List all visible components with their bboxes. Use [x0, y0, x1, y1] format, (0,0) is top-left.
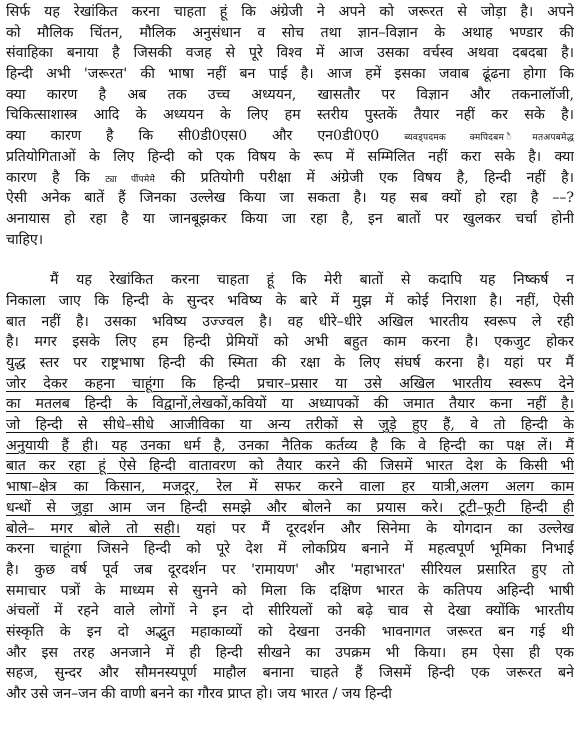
line-text: क्या कारण है अब तक उच्च अध्ययन, खासतौर पर विज्ञान और तकनालॉजी,	[6, 86, 574, 103]
line-text: संवाहिका बनाया है जिसकी वजह से पूरे विश्व में आज उसका वर्चस्व अथवा दबदबा है।	[6, 45, 574, 62]
text-line	[6, 126, 574, 147]
line-text: संस्कृति के इन दो अद्भुत महाकाव्यों को देखना उनकी भावनागत जरूरत बन गई थी	[6, 623, 574, 640]
line-text: अनायास हो रहा है या जानबूझकर किया जा रहा है, इन बातों पर खुलकर चर्चा होनी	[6, 210, 574, 227]
line-text: बात कर रहा हूं ऐसे हिन्दी वातावरण को तैयार करने की जिसमें भारत देश के किसी भी	[6, 458, 574, 475]
line-text: और इस तरह अनजाने में ही हिन्दी सीखने का उपक्रम भी किया। हम ऐसा ही एक	[6, 644, 574, 661]
line-text: भाषा–क्षेत्र का किसान, मजदूर, रेल में सफर करने वाला हर यात्री,अलग अलग काम	[6, 479, 574, 496]
line-text: का मतलब हिन्दी के विद्वानों,लेखकों,कवियों या अध्यापकों की जमात तैयार कना नहीं है।	[6, 396, 574, 413]
text-line	[6, 230, 574, 251]
text-fragment: क्या कारण है कि सी0डी0एस0 और एन0डी0ए0	[6, 128, 405, 145]
text-line	[6, 436, 574, 457]
text-line	[6, 353, 574, 374]
text-line	[6, 519, 574, 540]
line-text: जोर देकर कहना चाहूंगा कि हिन्दी प्रचार–प्रसार या उसे अखिल भारतीय स्वरूप देने	[6, 375, 574, 392]
line-text: निकाला जाए कि हिन्दी के सुन्दर भविष्य के बारे में मुझ में कोई निराशा है। नहीं, ऐसी	[6, 292, 574, 309]
line-text: करना चाहूंगा जिसने हिन्दी को पूरे देश में लोकप्रिय बनाने में महत्वपूर्ण भूमिका निभाई	[6, 541, 574, 558]
paragraph-1	[6, 2, 574, 250]
line-text: और उसे जन–जन की वाणी बनने का गौरव प्राप्त हो। जय भारत / जय हिन्दी	[6, 686, 392, 702]
line-text: को मौलिक चिंतन, मौलिक अनुसंधान व सोच तथा ज्ञान–विज्ञान के अथाह भण्डार की	[6, 24, 574, 41]
line-text: ऐसी अनेक बातें हैं जिनका उल्लेख किया जा सकता है। यह सब क्यों हो रहा है ––?	[6, 190, 574, 207]
line-text: अंचलों में रहने वाले लोगों ने इन दो सीरियलों को बढ़े चाव से देखा क्योंकि भारतीय	[6, 603, 574, 620]
text-line	[6, 147, 574, 168]
text-line	[6, 663, 574, 684]
text-line	[6, 188, 574, 209]
text-line	[6, 270, 574, 291]
text-line	[6, 64, 574, 85]
line-text: चिकित्साशास्त्र आदि के अध्ययन के लिए हम स्तरीय पुस्तकें तैयार नहीं कर सके है।	[6, 107, 574, 124]
text-fragment: की प्रतियोगी परीक्षा में अंग्रेजी एक विषय है, हिन्दी नहीं है।	[155, 169, 574, 186]
text-line	[6, 105, 574, 126]
text-line	[6, 581, 574, 602]
text-fragment: यहां पर मैं दूरदर्शन और सिनेमा के योगदान का उल्लेख	[180, 520, 574, 537]
text-line	[6, 312, 574, 333]
text-line	[6, 168, 574, 189]
text-line	[6, 209, 574, 230]
line-text: समाचार पत्रों के माध्यम से सुनने को मिला कि दक्षिण भारत के कतिपय अहिन्दी भाषी	[6, 582, 574, 599]
text-line	[6, 85, 574, 106]
text-line	[6, 332, 574, 353]
line-text: बात नहीं है। उसका भविष्य उज्ज्वल है। वह धीरे–धीरे अखिल भारतीय स्वरूप ले रही	[6, 313, 574, 330]
text-line	[6, 643, 574, 664]
line-text: प्रतियोगिताओं के लिए हिन्दी को एक विषय के रूप में सम्मिलित नहीं करा सके है। क्या	[6, 148, 574, 165]
text-line	[6, 498, 574, 519]
line-text: हिन्दी अभी 'जरूरत' की भाषा नहीं बन पाई है। आज हमें इसका जवाब ढूंढना होगा कि	[6, 66, 574, 83]
text-line	[6, 23, 574, 44]
line-text: धन्धों से जुड़ा आम जन हिन्दी समझे और बोलने का प्रयास करे। टूटी–फूटी हिन्दी ही	[6, 499, 574, 516]
text-line	[6, 415, 574, 436]
line-text: है। मगर इसके लिए हम हिन्दी प्रेमियों को अभी बहुत काम करना है। एकजुट होकर	[6, 334, 574, 351]
paragraph-gap	[6, 250, 574, 270]
text-fragment: ट्या र्पीपमेमेे	[105, 174, 156, 185]
line-text: सहज, सुन्दर और सौमनस्यपूर्ण माहौल बनाना चाहते हैं जिसमें हिन्दी एक जरूरत बने	[6, 665, 574, 682]
text-line	[6, 394, 574, 415]
text-line	[6, 684, 574, 705]
line-text: सिर्फ यह रेखांकित करना चाहता हूं कि अंग्रेजी ने अपने को जरूरत से जोड़ा है। अपने	[6, 4, 574, 20]
line-text: मैं यह रेखांकित करना चाहता हूं कि मेरी बातों से कदापि यह निष्कर्ष न	[50, 272, 574, 289]
line-text: युद्ध स्तर पर राष्ट्रभाषा हिन्दी की स्मिता की रक्षा के लिए संघर्ष करना है। यहां पर मैं	[6, 355, 574, 371]
text-line	[6, 2, 574, 23]
text-line	[6, 560, 574, 581]
text-line	[6, 374, 574, 395]
text-fragment: कारण है कि	[6, 169, 106, 186]
text-line	[6, 456, 574, 477]
text-line	[6, 601, 574, 622]
paragraph-2	[6, 270, 574, 704]
line-text: जो हिन्दी से सीधे–सीधे आजीविका या अन्य तरीकों से जुड़े हुए हैं, वे तो हिन्दी के	[6, 417, 574, 434]
text-line	[6, 43, 574, 64]
text-line	[6, 622, 574, 643]
line-text: चाहिए।	[6, 231, 44, 248]
line-text: है। कुछ वर्ष पूर्व जब दूरदर्शन पर 'रामायण' और 'महाभारत' सीरियल प्रसारित हुए तो	[6, 561, 574, 578]
text-line	[6, 291, 574, 312]
text-line	[6, 539, 574, 560]
text-line	[6, 477, 574, 498]
line-text: अनुयायी हैं ही। यह उनका धर्म है, उनका नैतिक कर्तव्य है कि वे हिन्दी का पक्ष लें। मैं	[6, 437, 574, 454]
text-fragment: ब्यवड्पदमक क्मपिदबम ैमतअपबमेद्ध	[404, 133, 574, 144]
text-fragment: बोले– मगर बोले तो सही।	[6, 520, 181, 537]
